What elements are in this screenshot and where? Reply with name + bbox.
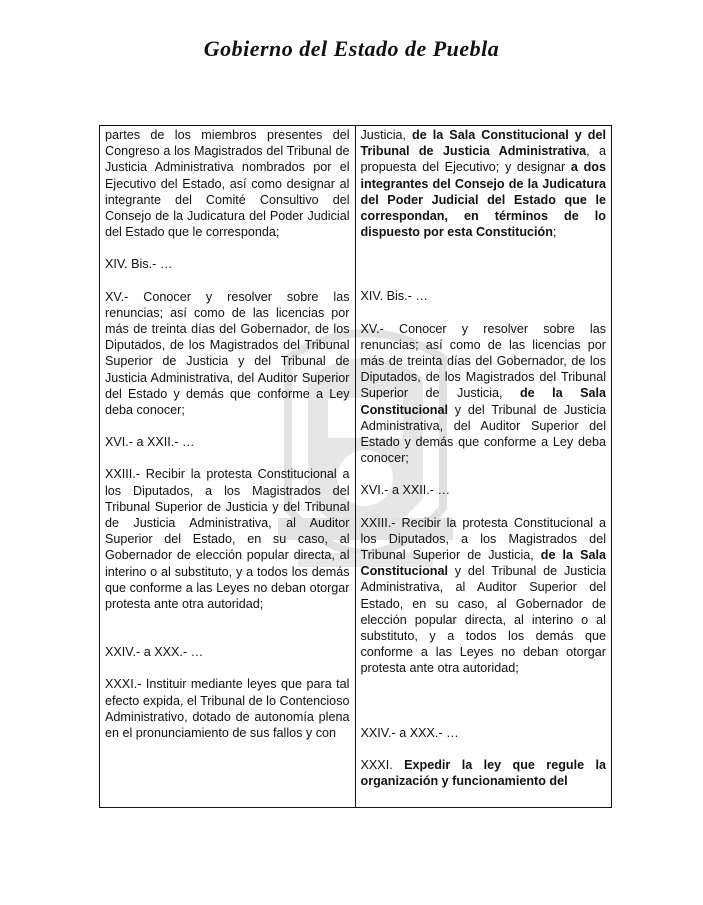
- left-paragraph: XV.- Conocer y resolver sobre las renuncias; así como de las licencias por más de treinta días del Gobernador, de los Diputados, de los Magistrados del Tribunal Superior de Justicia y del Tribunal de Justicia Administrativa, del Auditor Superior del Estado y demás que conforme a Ley deba conocer;: [105, 289, 350, 418]
- right-paragraph: XXIII.- Recibir la protesta Constitucional a los Diputados, a los Magistrados del Tribunal Superior de Justicia, de la Sala Constitucional y del Tribunal de Justicia Administrativa, al Auditor Superior del Estado, en su caso, al Gobernador de elección popular directa, al interino o al substituto, y a todos los demás que conforme a las Leyes no deban otorgar protesta ante otra autoridad;: [360, 515, 606, 676]
- right-paragraph: Justicia, de la Sala Constitucional y del Tribunal de Justicia Administrativa, a propuesta del Ejecutivo; y designar a dos integrantes del Consejo de la Judicatura del Poder Judicial del Estado que le correspondan, en términos de lo dispuesto por esta Constitución;: [360, 128, 606, 240]
- right-paragraph: XV.- Conocer y resolver sobre las renuncias; así como de las licencias por más de treinta días del Gobernador, de los Diputados, de los Magistrados del Tribunal Superior de Justicia, de la Sala Constitucional y del Tribunal de Justicia Administrativa, del Auditor Superior del Estado y demás que conforme a Ley deba conocer;: [360, 321, 606, 466]
- right-paragraph: XXIV.- a XXX.- …: [360, 725, 459, 740]
- left-paragraph: XIV. Bis.- …: [105, 257, 173, 272]
- left-paragraph: XXIV.- a XXX.- …: [105, 645, 204, 660]
- right-paragraph: XVI.- a XXII.- …: [360, 483, 451, 498]
- left-paragraph: XXIII.- Recibir la protesta Constitucional a los Diputados, a los Magistrados del Tribunal Superior de Justicia y del Tribunal de Justicia Administrativa, al Auditor Superior del Estado, en su caso, al Gobernador de elección popular directa, al interino o al substituto, y a todos los demás que conforme a las Leyes no deban otorgar protesta ante otra autoridad;: [105, 467, 350, 612]
- page-header-title: Gobierno del Estado de Puebla: [203, 36, 500, 61]
- right-paragraph: XXXI. Expedir la ley que regule la organización y funcionamiento del: [360, 757, 606, 789]
- proposed-text-column: [356, 126, 612, 807]
- current-text-column: [100, 126, 356, 807]
- comparison-table: [99, 125, 612, 808]
- left-paragraph: partes de los miembros presentes del Congreso a los Magistrados del Tribunal de Justicia Administrativa nombrados por el Ejecutivo del Estado, así como designar al integrante del Comité Consultivo del Consejo de la Judicatura del Poder Judicial del Estado que le corresponda;: [105, 128, 350, 240]
- left-paragraph: XVI.- a XXII.- …: [105, 435, 195, 450]
- right-paragraph: XIV. Bis.- …: [360, 289, 428, 304]
- left-paragraph: XXXI.- Instituir mediante leyes que para tal efecto expida, el Tribunal de lo Contencioso Administrativo, dotado de autonomía plena en el pronunciamiento de sus fallos y con: [105, 677, 350, 741]
